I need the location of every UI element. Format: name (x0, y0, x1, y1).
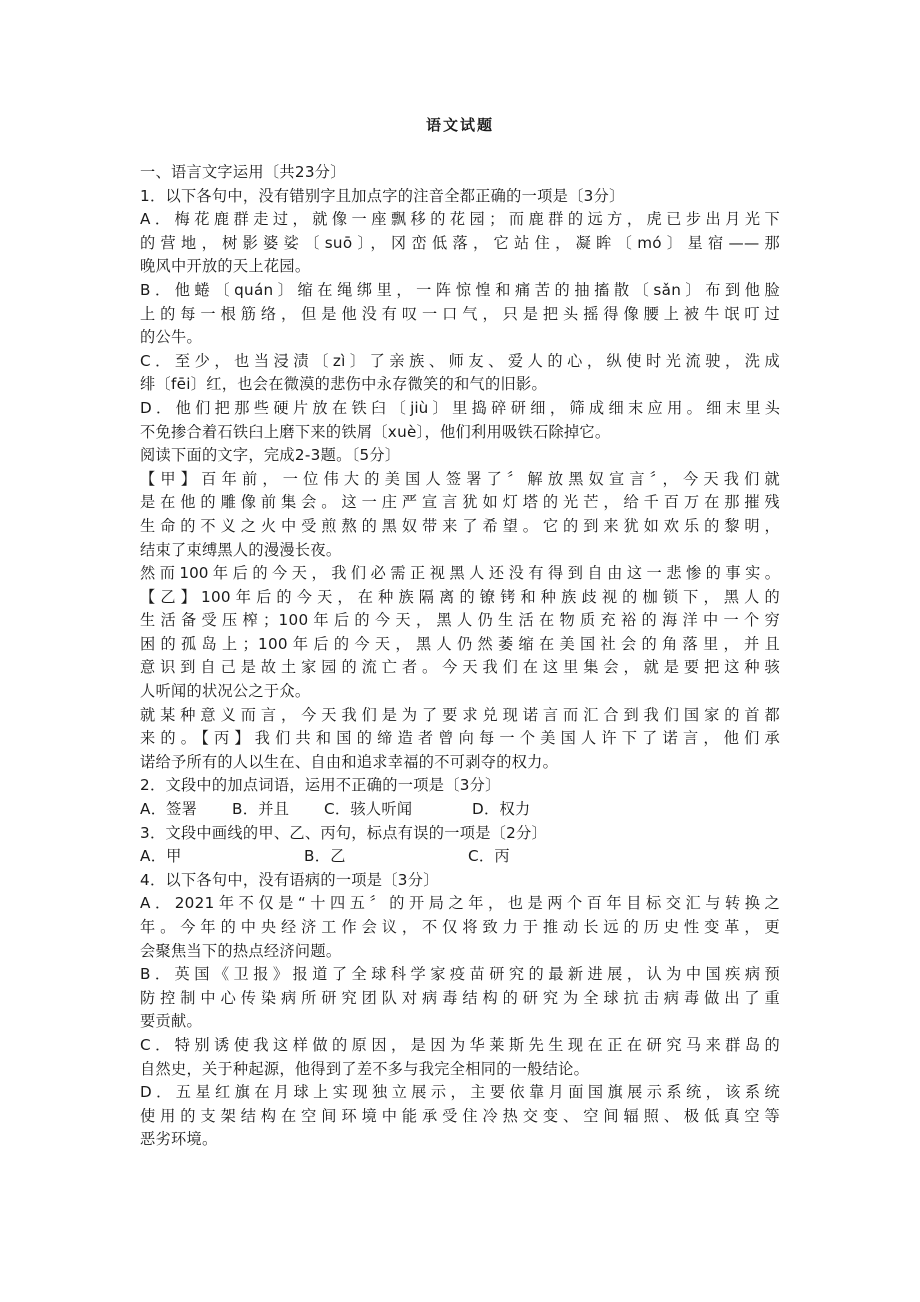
question-3-stem: 3．文段中画线的甲、乙、丙句，标点有误的一项是〔2分〕 (140, 823, 548, 842)
reading-instruction: 阅读下面的文字，完成2-3题。〔5分〕 (140, 446, 401, 465)
q2-option-d: D．权力 (472, 800, 531, 819)
q2-option-b: B．并且 (232, 800, 290, 819)
q1-option-a-line: 的营地，树影婆娑〔suō〕，冈峦低落，它站住，凝眸〔mó〕星宿——那 (140, 233, 780, 252)
q1-option-a-line: A．梅花鹿群走过，就像一座飘移的花园；而鹿群的远方，虎已步出月光下 (140, 210, 780, 229)
q2-option-a: A．签署 (140, 800, 198, 819)
passage-line: 结束了束缚黑人的漫漫长夜。 (140, 540, 342, 559)
passage-line: 然而100年后的今天，我们必需正视黑人还没有得到自由这一悲惨的事实。 (140, 564, 780, 583)
document-body (140, 161, 780, 1152)
page-title: 语文试题 (425, 116, 494, 134)
q4-option-d-line: 使用的支架结构在空间环境中能承受住冷热交变、空间辐照、极低真空等 (140, 1106, 780, 1125)
question-4-stem: 4．以下各句中，没有语病的一项是〔3分〕 (140, 870, 439, 889)
passage-line: 来的。【丙】我们共和国的缔造者曾向每一个美国人许下了诺言，他们承 (140, 729, 780, 748)
q2-options (140, 798, 780, 822)
q1-option-b-line: B．他蜷〔quán〕缩在绳绑里，一阵惊惶和痛苦的抽搐散〔sǎn〕布到他脸 (140, 280, 780, 299)
q4-option-b-line: B．英国《卫报》报道了全球科学家疫苗研究的最新进展，认为中国疾病预 (140, 965, 780, 984)
passage-line: 【乙】100年后的今天，在种族隔离的镣铐和种族歧视的枷锁下，黑人的 (140, 587, 780, 606)
q1-option-b-line: 的公牛。 (140, 328, 202, 347)
passage-line: 生命的不义之火中受煎熬的黑奴带来了希望。它的到来犹如欢乐的黎明， (140, 516, 780, 535)
q4-option-a-line: A．2021年不仅是“十四五〞的开局之年，也是两个百年目标交汇与转换之 (140, 894, 780, 913)
passage-line: 就某种意义而言，今天我们是为了要求兑现诺言而汇合到我们国家的首都 (140, 705, 780, 724)
question-1-stem: 1．以下各句中，没有错别字且加点字的注音全都正确的一项是〔3分〕 (140, 186, 625, 205)
q4-option-b-line: 防控制中心传染病所研究团队对病毒结构的研究为全球抗击病毒做出了重 (140, 988, 780, 1007)
q3-option-c: C．丙 (468, 847, 510, 866)
q3-options (140, 845, 780, 869)
passage-line: 是在他的雕像前集会。这一庄严宣言犹如灯塔的光芒，给千百万在那摧残 (140, 493, 780, 512)
q1-option-b-line: 上的每一根筋络，但是他没有叹一口气，只是把头摇得像腰上被牛氓叮过 (140, 304, 780, 323)
q4-option-d-line: D．五星红旗在月球上实现独立展示，主要依靠月面国旗展示系统，该系统 (140, 1083, 780, 1102)
q1-option-c-line: 绯〔fēi〕红，也会在微漠的悲伤中永存微笑的和气的旧影。 (140, 375, 547, 394)
q4-option-a-line: 年。今年的中央经济工作会议，不仅将致力于推动长远的历史性变革，更 (140, 918, 780, 936)
q1-option-d-line: 不免掺合着石铁臼上磨下来的铁屑〔xuè〕，他们利用吸铁石除掉它。 (140, 422, 611, 441)
q4-option-c-line: 自然史，关于种起源，他得到了差不多与我完全相同的一般结论。 (140, 1059, 590, 1078)
passage-line: 人听闻的状况公之于众。 (140, 682, 311, 701)
q1-option-c-line: C．至少，也当浸渍〔zì〕了亲族、师友、爱人的心，纵使时光流驶，洗成 (140, 351, 780, 370)
q2-option-c: C．骇人听闻 (324, 800, 413, 819)
passage-line: 困的孤岛上；100年后的今天，黑人仍然萎缩在美国社会的角落里，并且 (140, 634, 780, 653)
q1-option-a-line: 晚风中开放的天上花园。 (140, 257, 311, 276)
q4-option-b-line: 要贡献。 (140, 1012, 202, 1031)
passage-line: 意识到自己是故土家园的流亡者。今天我们在这里集会，就是要把这种骇 (140, 658, 780, 677)
q4-option-c-line: C．特别诱使我这样做的原因，是因为华莱斯先生现在正在研究马来群岛的 (140, 1035, 780, 1054)
q4-option-a-line: 会聚焦当下的热点经济问题。 (140, 941, 342, 960)
question-2-stem: 2．文段中的加点词语，运用不正确的一项是〔3分〕 (140, 776, 501, 795)
passage-line: 诺给予所有的人以生在、自由和追求幸福的不可剥夺的权力。 (140, 752, 559, 771)
q4-option-d-line: 恶劣环境。 (140, 1130, 218, 1149)
q3-option-b: B．乙 (304, 847, 346, 866)
q1-option-d-line: D．他们把那些硬片放在铁臼〔jiù〕里捣碎研细，筛成细末应用。细末里头 (140, 398, 780, 417)
passage-line: 【甲】百年前，一位伟大的美国人签署了〞解放黑奴宣言〞，今天我们就 (140, 469, 780, 488)
section-heading: 一、语言文字运用〔共23分〕 (140, 163, 346, 181)
passage-line: 生活备受压榨；100年后的今天，黑人仍生活在物质充裕的海洋中一个穷 (140, 611, 780, 630)
q3-option-a: A．甲 (140, 847, 182, 866)
